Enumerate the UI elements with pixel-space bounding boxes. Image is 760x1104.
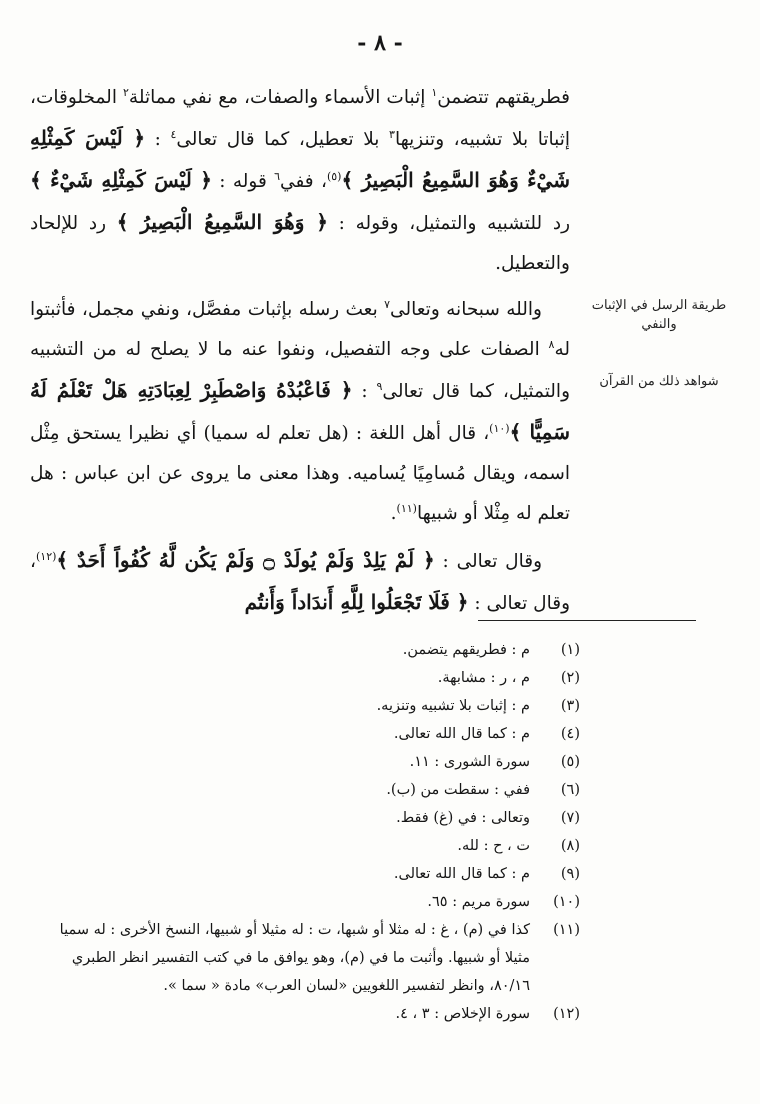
footnote-number: (٩) xyxy=(560,866,580,882)
footnote-text: سورة الشورى : ١١. xyxy=(409,754,530,770)
footnote-text: م ، ر : مشابهة. xyxy=(437,670,530,686)
footnote-number: (٧) xyxy=(560,810,580,826)
footnote-text: م : كما قال الله تعالى. xyxy=(393,866,530,882)
footnote-item xyxy=(50,1000,580,1028)
quran-verse: ﴿ لَيْسَ كَمِثْلِهِ شَيْءٌ وَهُوَ السَّمِيعُ الْبَصِيرُ ﴾ xyxy=(30,126,570,192)
text-run: إثبات الأسماء والصفات، مع نفي مماثلة xyxy=(128,87,432,108)
text-run: فطريقتهم تتضمن xyxy=(437,87,571,108)
paragraph-2 xyxy=(30,290,570,534)
footnote-number: (١١) xyxy=(553,922,580,938)
footnote-item xyxy=(50,636,580,664)
text-run: بعث رسله بإثبات مفصَّل، ونفي مجمل، فأثبتوا له xyxy=(30,299,570,360)
text-run: الصفات على وجه التفصيل، ونفوا عنه ما لا يصلح له من التشبيه والتمثيل، كما قال تعالى xyxy=(30,339,571,402)
footnote-ref: ٨ xyxy=(548,337,555,351)
quran-verse: ﴿ وَهُوَ السَّمِيعُ الْبَصِيرُ ﴾ xyxy=(116,210,328,234)
quran-verse: ﴿ فَاعْبُدْهُ وَاصْطَبِرْ لِعِبَادَتِهِ هَلْ تَعْلَمُ لَهُ سَمِيًّا ﴾ xyxy=(30,378,570,444)
footnote-ref: ٦ xyxy=(274,169,281,183)
text-run: رد للإلحاد والتعطيل. xyxy=(30,213,570,274)
footnote-number: (٢) xyxy=(560,670,580,686)
footnote-number: (٥) xyxy=(560,754,580,770)
footnote-ref: (١٢) xyxy=(35,549,57,563)
text-run: : xyxy=(145,129,171,150)
footnote-number: (٤) xyxy=(560,726,580,742)
footnote-item xyxy=(50,804,580,832)
text-run: ، ففي xyxy=(280,171,327,192)
footnote-item xyxy=(50,720,580,748)
footnotes xyxy=(50,636,580,1028)
text-run: والله سبحانه وتعالى xyxy=(390,299,542,320)
quran-verse: ﴿ لَمْ يَلِدْ وَلَمْ يُولَدْ ۝ وَلَمْ يَكُن لَّهُ كُفُواً أَحَدٌ ﴾ xyxy=(56,548,435,572)
footnote-text: م : كما قال الله تعالى. xyxy=(393,726,530,742)
footnote-text: ففي : سقطت من (ب). xyxy=(386,782,530,798)
footnote-item xyxy=(50,860,580,888)
footnote-number: (٨) xyxy=(560,838,580,854)
text-run: ، وقال تعالى : xyxy=(30,551,570,614)
main-text xyxy=(30,78,570,624)
footnote-item xyxy=(50,916,580,1000)
footnote-item xyxy=(50,888,580,916)
footnote-text: سورة الإخلاص : ٣ ، ٤. xyxy=(395,1006,530,1022)
footnote-item xyxy=(50,692,580,720)
paragraph-3 xyxy=(30,540,570,624)
footnote-ref: ٤ xyxy=(170,127,177,141)
text-run: : xyxy=(352,381,377,402)
footnote-text: ت ، ح : لله. xyxy=(457,838,530,854)
footnote-item xyxy=(50,776,580,804)
footnote-text: وتعالى : في (غ) فقط. xyxy=(396,810,530,826)
footnote-number: (١) xyxy=(560,642,580,658)
footnote-text: سورة مريم : ٦٥. xyxy=(427,894,530,910)
footnote-ref: (٥) xyxy=(326,169,342,183)
footnote-ref: ٣ xyxy=(389,127,395,141)
footnote-number: (٣) xyxy=(560,698,580,714)
margin-note-rasul: طريقة الرسل في الإثبات والنفي xyxy=(591,298,727,332)
footnote-number: (١٠) xyxy=(553,894,580,910)
quran-verse: ﴿ لَيْسَ كَمِثْلِهِ شَيْءٌ ﴾ xyxy=(30,168,212,192)
footnote-item xyxy=(50,832,580,860)
paragraph-1 xyxy=(30,78,570,284)
footnote-text: م : فطريقهم يتضمن. xyxy=(402,642,530,658)
quran-verse: ﴿ فَلَا تَجْعَلُوا لِلَّهِ أَندَاداً وَأَنتُم xyxy=(244,590,469,614)
footnote-ref: ٩ xyxy=(376,379,383,393)
footnote-divider xyxy=(478,620,696,621)
footnote-ref: (١٠) xyxy=(489,421,510,435)
footnote-text: كذا في (م) ، غ : له مثلا أو شبها، ت : له مثيلا أو شبيها، النسخ الأخرى : له سميا مثيلا أو شبيها. وأثبت ما في (م)، وهو يوافق ما في كتب التفسير انظر الطبري ٨٠/١٦، وانظر لتفسير اللغويين «لسان العرب» مادة « سما ». xyxy=(59,922,530,994)
text-run: بلا تعطيل، كما قال تعالى xyxy=(176,129,390,150)
text-run: رد للتشبيه والتمثيل، وقوله : xyxy=(327,213,571,234)
footnote-number: (٦) xyxy=(560,782,580,798)
text-run: ، قال أهل اللغة : (هل تعلم له سميا) أي نظيرا يستحق مِثْل اسمه، ويقال مُسامِيًا يُساميه. وهذا معنى ما يروى عن ابن عباس : هل تعلم له مِثْلا أو شبيها xyxy=(30,423,570,524)
page-number: - ٨ - xyxy=(357,30,403,56)
footnote-ref: ١ xyxy=(431,85,438,99)
text-run: . xyxy=(390,503,397,524)
text-run: المخلوقات، إثباتا بلا تشبيه، وتنزيها xyxy=(30,87,570,150)
footnote-ref: ٢ xyxy=(122,85,129,99)
footnote-item xyxy=(50,664,580,692)
text-run: قوله : xyxy=(211,171,275,192)
footnote-ref: ٧ xyxy=(384,297,391,311)
footnote-text: م : إثبات بلا تشبيه وتنزيه. xyxy=(376,698,530,714)
margin-note-shawahid: شواهد ذلك من القرآن xyxy=(599,374,719,389)
footnote-item xyxy=(50,748,580,776)
text-run: وقال تعالى : xyxy=(434,551,543,572)
footnote-ref: (١١) xyxy=(396,501,417,515)
footnote-number: (١٢) xyxy=(553,1006,580,1022)
